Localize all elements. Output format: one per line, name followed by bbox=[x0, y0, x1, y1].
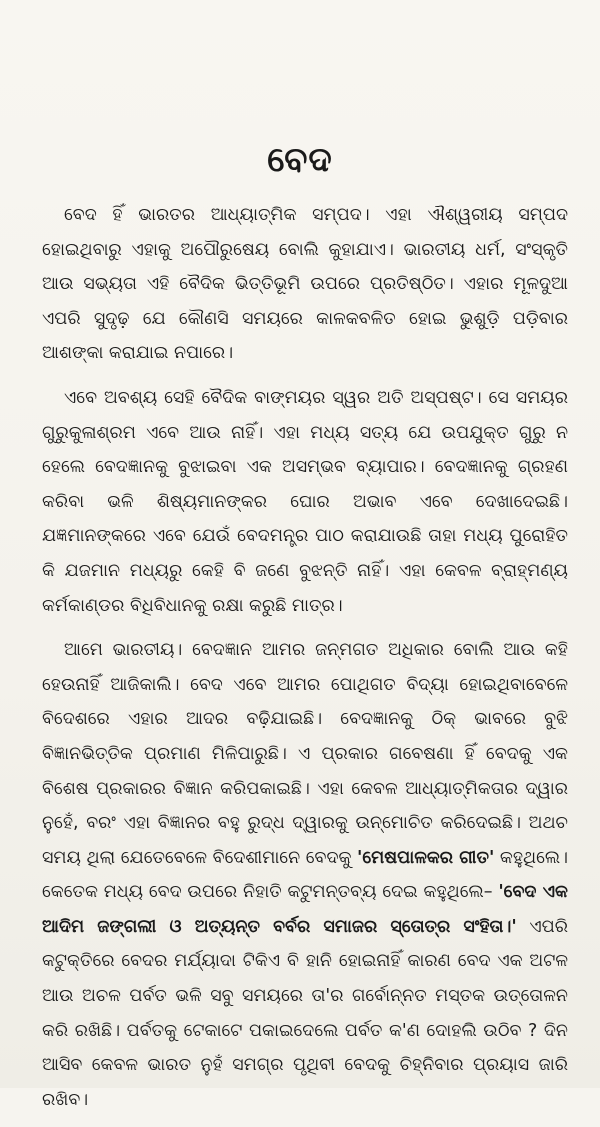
quote-primitive-society: 'ବେଦ ଏକ ଆଦିମ ଜଙ୍ଗଲୀ ଓ ଅତ୍ୟନ୍ତ ବର୍ବର ସମାଜର ସ୍ତୋତ୍ର ସଂହିତା।' bbox=[42, 882, 568, 937]
body-text bbox=[42, 198, 568, 1127]
page-title: ବେଦ bbox=[267, 140, 333, 180]
paragraph-3-part-2: କହୁଥିଲେ। କେତେକ ମଧ୍ୟ ବେଦ ଉପରେ ନିହାତି କଟୁମନ୍ତବ୍ୟ ଦେଇ କହୁଥିଲେ– bbox=[42, 847, 569, 903]
paragraph-3 bbox=[42, 633, 568, 1117]
paragraph-2: ଏବେ ଅବଶ୍ୟ ସେହି ବୈଦିକ ବାଙ୍ମୟର ସ୍ୱର ଅତି ଅସ୍ପଷ୍ଟ। ସେ ସମୟର ଗୁରୁକୁଳାଶ୍ରମ ଏବେ ଆଉ ନାହିଁ। ଏହା ମଧ୍ୟ ସତ୍ୟ ଯେ ଉପଯୁକ୍ତ ଗୁରୁ ନ ହେଲେ ବେଦଜ୍ଞାନକୁ ବୁଝାଇବା ଏକ ଅସମ୍ଭବ ବ୍ୟାପାର। ବେଦଜ୍ଞାନକୁ ଗ୍ରହଣ କରିବା ଭଳି ଶିଷ୍ୟମାନଙ୍କର ଘୋର ଅଭାବ ଏବେ ଦେଖାଦେଇଛି। ଯଜ୍ଞମାନଙ୍କରେ ଏବେ ଯେଉଁ ବେଦମନ୍ତ୍ର ପାଠ କରାଯାଉଛି ତାହା ମଧ୍ୟ ପୁରୋହିତ କି ଯଜମାନ ମଧ୍ୟରୁ କେହି ବି ଜଣେ ବୁଝନ୍ତି ନାହିଁ। ଏହା କେବଳ ବ୍ରାହ୍ମଣ୍ୟ କର୍ମକାଣ୍ଡର ବିଧିବିଧାନକୁ ରକ୍ଷା କରୁଛି ମାତ୍ର। bbox=[42, 387, 568, 616]
paragraph-3-part-3: ଏପରି କଟୁକ୍ତିରେ ବେଦର ମର୍ଯ୍ୟାଦା ଟିକିଏ ବି ହାନି ହୋଇନାହିଁ କାରଣ ବେଦ ଏକ ଅଟଳ ଆଉ ଅଚଳ ପର୍ବତ ଭଳି ସବୁ ସମୟରେ ତା'ର ଗର୍ବୋନ୍ନତ ମସ୍ତକ ଉତ୍ତୋଳନ କରି ରଖିଛି। ପର୍ବତକୁ ଟେକାଟେ ପକାଇଦେଲେ ପର୍ବତ କ'ଣ ଦୋହଲି ଉଠିବ ? ଦିନ ଆସିବ କେବଳ ଭାରତ ନୁହଁ ସମଗ୍ର ପୃଥିବୀ ବେଦକୁ ଚିହ୍ନିବାର ପ୍ରୟାସ ଜାରି ରଖିବ। bbox=[42, 916, 568, 1110]
paragraph-3-part-1: ଆମେ ଭାରତୀୟ। ବେଦଜ୍ଞାନ ଆମର ଜନ୍ମଗତ ଅଧିକାର ବୋଲି ଆଉ କହି ହେଉନାହିଁ ଆଜିକାଲି। ବେଦ ଏବେ ଆମର ପୋଥିଗତ ବିଦ୍ୟା ହୋଇଥିବାବେଳେ ବିଦେଶରେ ଏହାର ଆଦର ବଢ଼ିଯାଇଛି। ବେଦଜ୍ଞାନକୁ ଠିକ୍ ଭାବରେ ବୁଝି ବିଜ୍ଞାନଭିତ୍ତିକ ପ୍ରମାଣ ମିଳିପାରୁଛି। ଏ ପ୍ରକାର ଗବେଷଣା ହିଁ ବେଦକୁ ଏକ ବିଶେଷ ପ୍ରକାରର ବିଜ୍ଞାନ କରିପକାଇଛି। ଏହା କେବଳ ଆଧ୍ୟାତ୍ମିକତାର ଦ୍ୱାର ନୁହେଁ, ବରଂ ଏହା ବିଜ୍ଞାନର ବହୁ ରୁଦ୍ଧ ଦ୍ୱାରକୁ ଉନ୍ମୋଚିତ କରିଦେଇଛି। ଅଥଚ ସମୟ ଥିଲା ଯେତେବେଳେ ବିଦେଶୀମାନେ ବେଦକୁ bbox=[42, 640, 568, 868]
paragraph-1: ବେଦ ହିଁ ଭାରତର ଆଧ୍ୟାତ୍ମିକ ସମ୍ପଦ। ଏହା ଐଶ୍ୱରୀୟ ସମ୍ପଦ ହୋଇଥିବାରୁ ଏହାକୁ ଅପୌରୁଷେୟ ବୋଲି କୁହାଯାଏ। ଭାରତୀୟ ଧର୍ମ, ସଂସ୍କୃତି ଆଉ ସଭ୍ୟତା ଏହି ବୈଦିକ ଭିତ୍ତିଭୂମି ଉପରେ ପ୍ରତିଷ୍ଠିତ। ଏହାର ମୂଳଦୁଆ ଏପରି ସୁଦୃଢ଼ ଯେ କୌଣସି ସମୟରେ କାଳକବଳିତ ହୋଇ ଭୁଶୁଡ଼ି ପଡ଼ିବାର ଆଶଙ୍କା କରାଯାଇ ନପାରେ। bbox=[42, 205, 568, 364]
quote-shepherd-song: 'ମେଷପାଳକର ଗୀତ' bbox=[357, 847, 495, 868]
